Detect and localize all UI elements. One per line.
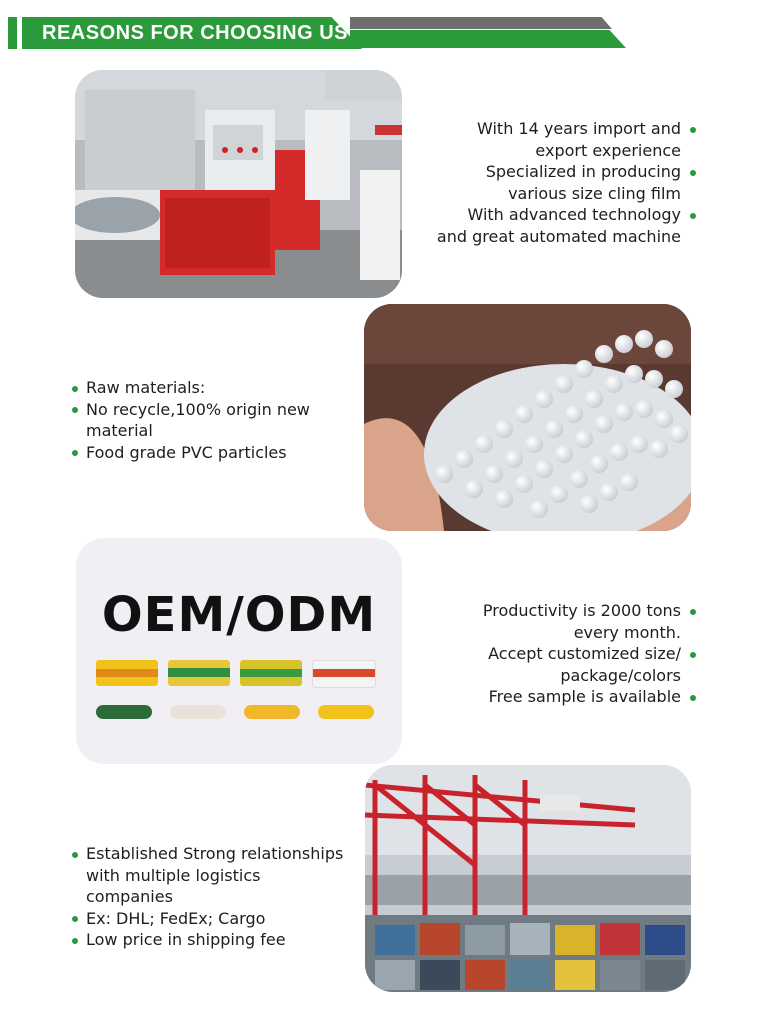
block4-text bbox=[72, 843, 367, 951]
bullet-dot-icon bbox=[72, 450, 78, 456]
bullet-dot-icon bbox=[690, 652, 696, 658]
bullet-item: Raw materials: bbox=[72, 377, 362, 399]
product-box-image bbox=[168, 660, 230, 686]
bullet-dot-icon bbox=[72, 407, 78, 413]
block2-text bbox=[72, 377, 362, 463]
bullet-item: Free sample is available bbox=[400, 686, 696, 708]
bullet-item-cont: every month. bbox=[573, 622, 681, 642]
bullet-dot-icon bbox=[690, 695, 696, 701]
bullet-dot-icon bbox=[690, 213, 696, 219]
product-roll-image bbox=[96, 705, 152, 719]
bullet-item: Low price in shipping fee bbox=[72, 929, 367, 951]
oem-title: OEM/ODM bbox=[101, 587, 377, 643]
bullet-item: Productivity is 2000 tons bbox=[400, 600, 696, 622]
factory-machine-photo bbox=[75, 70, 402, 298]
block1-text bbox=[400, 118, 696, 247]
bullet-dot-icon bbox=[72, 386, 78, 392]
bullet-dot-icon bbox=[72, 916, 78, 922]
bullet-item: Established Strong relationships bbox=[72, 843, 367, 865]
block3-text bbox=[400, 600, 696, 708]
bullet-dot-icon bbox=[690, 609, 696, 615]
bullet-item-cont: export experience bbox=[535, 140, 681, 160]
bullet-item: Food grade PVC particles bbox=[72, 442, 362, 464]
bullet-item-cont: and great automated machine bbox=[436, 226, 681, 246]
bullet-dot-icon bbox=[690, 170, 696, 176]
product-box-image bbox=[240, 660, 302, 686]
shipping-port-photo bbox=[365, 765, 691, 992]
bullet-item-cont: with multiple logistics bbox=[86, 865, 261, 885]
bullet-item: With advanced technology bbox=[400, 204, 696, 226]
product-roll-image bbox=[244, 705, 300, 719]
header-gray-stripe bbox=[350, 17, 612, 29]
product-box-image bbox=[312, 660, 376, 688]
bullet-item-cont: various size cling film bbox=[508, 183, 681, 203]
product-roll-image bbox=[318, 705, 374, 719]
bullet-item: Accept customized size/ bbox=[400, 643, 696, 665]
bullet-item: Ex: DHL; FedEx; Cargo bbox=[72, 908, 367, 930]
pvc-pellets-photo bbox=[364, 304, 691, 531]
oem-card bbox=[76, 538, 402, 764]
bullet-item-cont: material bbox=[86, 421, 153, 440]
page-title: REASONS FOR CHOOSING US bbox=[42, 22, 348, 44]
bullet-item: No recycle,100% origin new bbox=[72, 399, 362, 421]
bullet-item: With 14 years import and bbox=[400, 118, 696, 140]
header-green-stripe bbox=[350, 30, 626, 48]
bullet-item-cont: package/colors bbox=[560, 665, 681, 685]
product-roll-image bbox=[170, 705, 226, 719]
bullet-dot-icon bbox=[72, 852, 78, 858]
bullet-dot-icon bbox=[690, 127, 696, 133]
bullet-item: Specialized in producing bbox=[400, 161, 696, 183]
product-packages bbox=[76, 655, 402, 725]
bullet-dot-icon bbox=[72, 938, 78, 944]
bullet-item-cont: companies bbox=[86, 887, 173, 906]
product-box-image bbox=[96, 660, 158, 686]
header-accent bbox=[8, 17, 17, 49]
